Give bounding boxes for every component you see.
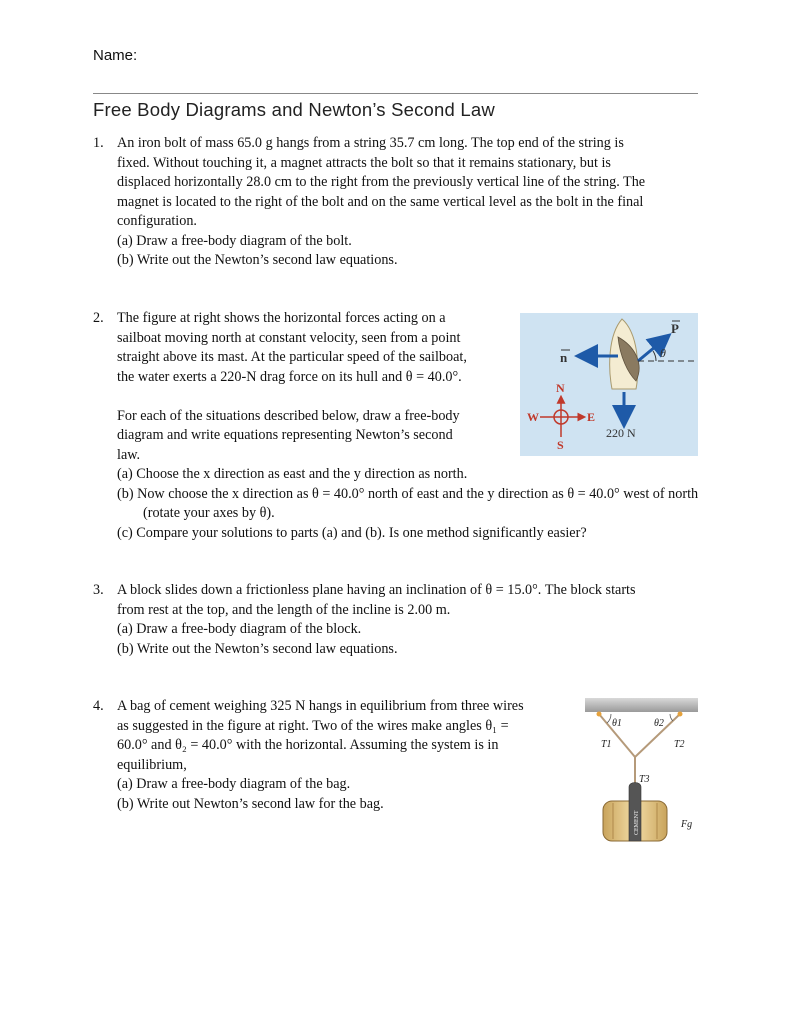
question-text-line: configuration.	[117, 213, 197, 229]
question-part: (a) Draw a free-body diagram of the bag.	[117, 776, 351, 792]
question-text-line: displaced horizontally 28.0 cm to the right from the previously vertical line of the string. The	[117, 174, 646, 190]
question-text-line: 60.0° and θ₂ = 40.0° with the horizontal. Assuming the system is in	[117, 737, 499, 753]
fg-label: Fg	[681, 819, 693, 830]
question-text-line: diagram and write equations representing Newton’s second	[117, 427, 453, 443]
question-part: (b) Write out the Newton’s second law equations.	[117, 252, 398, 268]
theta-label: θ	[660, 346, 666, 360]
question-text-line: fixed. Without touching it, a magnet attracts the bolt so that it remains stationary, but is	[117, 154, 611, 171]
theta1-label: θ1	[612, 718, 622, 729]
question-text-line: A bag of cement weighing 325 N hangs in equilibrium from three wires	[117, 698, 524, 714]
question-text-line: magnet is located to the right of the bolt and on the same vertical level as the bolt in the final	[117, 193, 644, 210]
question-part: (a) Choose the x direction as east and the y direction as north.	[117, 466, 468, 482]
wind-force-label: P	[671, 321, 679, 336]
compass-north: N	[556, 381, 565, 395]
question-text-line: from rest at the top, and the length of the incline is 2.00 m.	[117, 601, 451, 618]
bag-label: CEMENT	[634, 810, 640, 835]
question-part: (b) Write out Newton’s second law for the bag.	[117, 795, 384, 812]
question-text-line: A block slides down a frictionless plane having an inclination of θ = 15.0°. The block starts	[117, 582, 636, 598]
question-text-line: the water exerts a 220-N drag force on its hull and θ = 40.0°.	[117, 368, 462, 385]
ceiling	[585, 698, 698, 712]
header-divider	[93, 93, 698, 94]
cement-bag	[603, 783, 667, 842]
theta2-label: θ2	[654, 718, 664, 729]
name-label: Name:	[93, 47, 138, 64]
sailboat-figure	[520, 313, 698, 456]
question-part: (b) Write out the Newton’s second law equations.	[117, 640, 398, 657]
cement-bag-diagram	[585, 695, 700, 845]
question-text-line: as suggested in the figure at right. Two of the wires make angles θ₁ =	[117, 717, 509, 734]
compass-east: E	[587, 410, 596, 424]
question-number: 1.	[93, 135, 104, 151]
question-text-line: sailboat moving north at constant velocity, seen from a point	[117, 329, 461, 346]
page-title: Free Body Diagrams and Newton’s Second Law	[93, 99, 495, 120]
question-number: 2.	[93, 310, 104, 326]
question-number: 4.	[93, 698, 104, 714]
question-text-line: law.	[117, 446, 141, 463]
question-number: 3.	[93, 582, 104, 598]
question-text-line: equilibrium,	[117, 756, 187, 773]
t1-label: T1	[601, 739, 612, 750]
t3-label: T3	[639, 774, 650, 785]
question-part: (a) Draw a free-body diagram of the block.	[117, 621, 362, 637]
question-text-line: straight above its mast. At the particular speed of the sailboat,	[117, 349, 467, 365]
cement-bag-figure	[585, 695, 700, 845]
drag-force-label: 220 N	[606, 426, 636, 440]
t2-label: T2	[674, 739, 685, 750]
compass-west: W	[527, 410, 539, 424]
question-text-line: The figure at right shows the horizontal forces acting on a	[117, 310, 446, 326]
question-part: (b) Now choose the x direction as θ = 40.0° north of east and the y direction as θ = 40.0° west of north (rotate your axes by θ).	[117, 485, 699, 521]
compass-south: S	[557, 438, 564, 452]
question-part: (a) Draw a free-body diagram of the bolt.	[117, 232, 352, 249]
question-text-line: For each of the situations described below, draw a free-body	[117, 407, 460, 424]
question-part: (c) Compare your solutions to parts (a) and (b). Is one method significantly easier?	[117, 524, 587, 541]
question-text-line: An iron bolt of mass 65.0 g hangs from a string 35.7 cm long. The top end of the string is	[117, 135, 624, 151]
normal-force-label: n	[560, 350, 568, 365]
sailboat-diagram	[520, 313, 698, 456]
